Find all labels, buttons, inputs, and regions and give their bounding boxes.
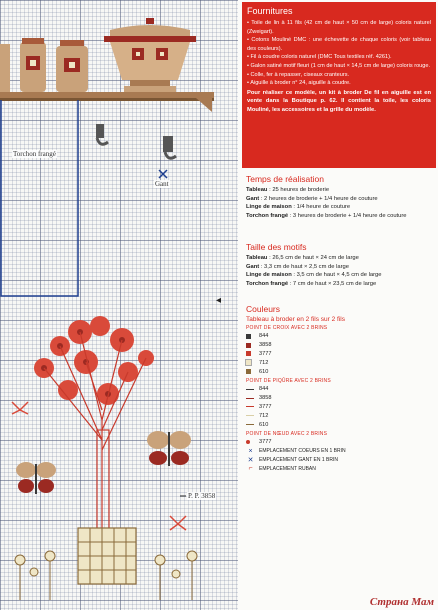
noeud-heading: POINT DE NŒUD AVEC 2 BRINS (246, 430, 328, 437)
jar-icon (56, 40, 88, 92)
taille-row: Tableau : 26,5 cm de haut × 24 cm de large (246, 255, 359, 261)
legend-row: 844 (246, 332, 434, 341)
legend-row: ✕ EMPLACEMENT GANT EN 1 BRIN (247, 456, 338, 464)
swatch (246, 334, 251, 339)
line-swatch (246, 424, 254, 425)
label-torchon: Torchon frangé (13, 150, 56, 158)
temps-row: Tableau : 25 heures de broderie (246, 187, 330, 193)
label-gant: Gant (155, 180, 169, 188)
line-swatch (246, 415, 254, 416)
shelf (0, 92, 214, 98)
line-swatch (246, 398, 254, 399)
list-item: • Cotons Mouliné DMC : une échevette de chaque coloris (voir tableau des couleurs). (247, 36, 431, 53)
taille-row: Linge de maison : 3,5 cm de haut × 4,5 cm de large (246, 272, 382, 279)
legend-row: 844 (246, 385, 434, 394)
taille-section (246, 242, 434, 288)
butterfly-icon (147, 431, 191, 466)
planter-icon (78, 528, 136, 584)
croix-heading: POINT DE CROIX AVEC 2 BRINS (246, 325, 328, 331)
cross-icon: × (248, 447, 253, 455)
jar-icon (20, 38, 46, 92)
taille-title: Taille des motifs (246, 242, 307, 252)
swatch (246, 360, 251, 365)
line-swatch (246, 406, 254, 407)
hook-icon (163, 136, 176, 158)
swatch (246, 351, 251, 356)
legend-row: 610 (246, 367, 434, 376)
legend-row: ⌐ EMPLACEMENT RUBAN (246, 464, 434, 473)
temps-row: Gant : 2 heures de broderie + 1/4 heure de couture (246, 195, 378, 202)
couleurs-section (246, 304, 434, 473)
fournitures-title: Fournitures (247, 6, 293, 16)
label-pp-3858: P. P. 3858 (188, 492, 216, 500)
shelf-edge (0, 98, 214, 101)
temps-section (246, 174, 434, 220)
list-item: • Colle, fer à repasser, ciseaux cranteurs. (247, 71, 431, 80)
watermark: Страна Мам (369, 596, 434, 608)
temps-row: Linge de maison : 1/4 heure de couture (246, 204, 351, 211)
placement-frame (1, 100, 78, 296)
center-arrow-icon: ◂ (216, 295, 222, 306)
legend-row: 712 (246, 358, 434, 367)
tureen-icon (104, 18, 196, 92)
legend-row: × EMPLACEMENT COEURS EN 1 BRIN (246, 447, 434, 456)
legend-row: 610 (246, 420, 434, 429)
gant-cross-icon (159, 170, 167, 178)
cross-icon: ✕ (247, 456, 254, 464)
dot-swatch (246, 440, 250, 444)
taille-row: Gant : 3,3 cm de haut × 2,5 cm de large (246, 263, 349, 270)
list-item: • Galon satiné motif fleuri (1 cm de haut × 14,5 cm de large) coloris rouge. (247, 62, 431, 71)
list-item: • Fil à coudre coloris naturel (DMC Tous textiles réf. 4261). (247, 53, 431, 62)
butterfly-icon (16, 462, 56, 494)
legend-row: 3858 (246, 341, 434, 350)
legend-row: 3777 (246, 403, 434, 412)
legend-row: 712 (246, 411, 434, 420)
couleurs-subtitle: Tableau à broder en 2 fils sur 2 fils (246, 316, 345, 323)
swatch (246, 369, 251, 374)
temps-title: Temps de réalisation (246, 174, 324, 184)
tree-trunk (97, 430, 109, 530)
jar-left (0, 44, 10, 92)
fournitures-box (242, 2, 436, 168)
legend-row: 3777 (246, 438, 434, 447)
temps-row: Torchon frangé : 3 heures de broderie + 1/4 heure de couture (246, 212, 407, 219)
instructions-panel (238, 0, 438, 610)
piquer-heading: POINT DE PIQÛRE AVEC 2 BRINS (246, 377, 331, 384)
kit-note: Pour réaliser ce modèle, un kit à broder De fil en aiguille est en vente dans la Boutique p. 62. Il contient la toile, les coloris Mouliné, les accessoires et la grille du modèle. (247, 89, 431, 113)
line-swatch (246, 389, 254, 390)
taille-row: Torchon frangé : 7 cm de haut × 23,5 cm de large (246, 280, 377, 287)
tree-canopy (34, 316, 154, 405)
swatch (246, 343, 251, 348)
ribbon-icon: ⌐ (248, 465, 253, 473)
hook-icon (96, 124, 108, 144)
legend-row: 3777 (246, 350, 434, 359)
legend-row: 3858 (246, 394, 434, 403)
list-item: • Aiguille à broder n° 24, aiguille à coudre. (247, 79, 431, 88)
couleurs-title: Couleurs (246, 304, 281, 314)
fournitures-list (247, 19, 431, 88)
list-item: • Toile de lin à 11 fils (42 cm de haut × 50 cm de large) coloris naturel (Zweigart). (247, 19, 431, 36)
